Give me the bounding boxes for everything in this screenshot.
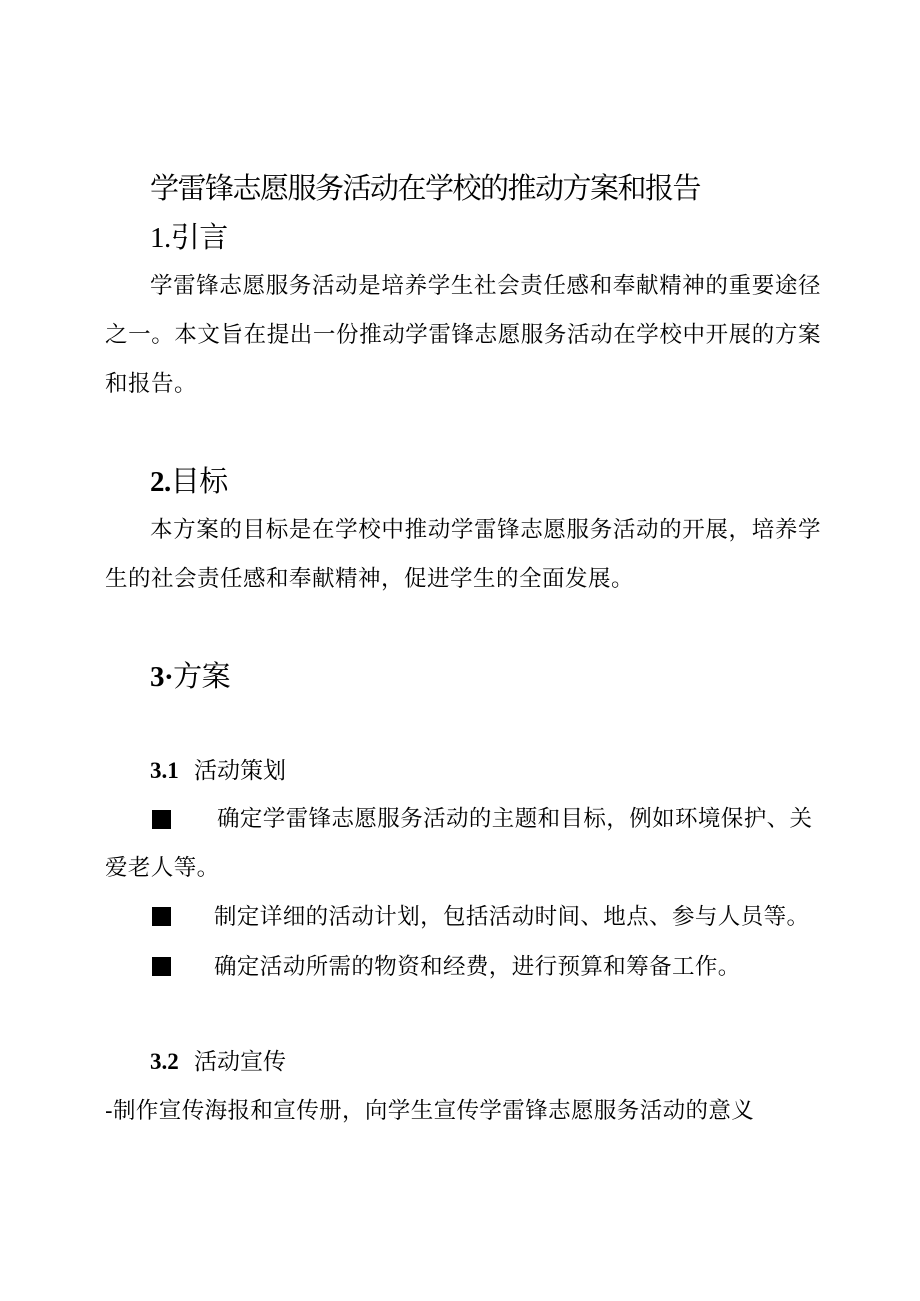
bullet-item-1-line-1: 确定学雷锋志愿服务活动的主题和目标，例如环境保护、关 <box>217 806 813 832</box>
introduction-paragraph: 学雷锋志愿服务活动是培养学生社会责任感和奉献精神的重要途径之一。本文旨在提出一份推动学雷锋志愿服务活动在学校中开展的方案和报告。 <box>105 273 821 397</box>
square-bullet-icon <box>152 907 171 926</box>
section-number: 3· <box>150 661 174 693</box>
bullet-item-3: 确定活动所需的物资和经费，进行预算和筹备工作。 <box>214 954 741 980</box>
goals-paragraph: 本方案的目标是在学校中推动学雷锋志愿服务活动的开展，培养学生的社会责任感和奉献精神，促进学生的全面发展。 <box>105 517 821 592</box>
section-heading-introduction <box>150 217 228 258</box>
section-title: 方案 <box>173 659 231 693</box>
section-title: 目标 <box>170 464 228 498</box>
section-heading-goals <box>150 461 228 502</box>
subsection-heading-activity-promotion <box>150 1046 286 1078</box>
section-number: 1. <box>150 222 171 254</box>
subsection-number: 3.2 <box>150 1049 179 1074</box>
bullet-item-1-line-2: 爱老人等。 <box>105 855 220 881</box>
document-title: 学雷锋志愿服务活动在学校的推动方案和报告 <box>150 171 701 205</box>
square-bullet-icon <box>152 957 171 976</box>
subsection-heading-activity-planning <box>150 755 286 787</box>
section-title: 引言 <box>170 220 228 254</box>
promotion-dash-item: -制作宣传海报和宣传册，向学生宣传学雷锋志愿服务活动的意义 <box>105 1098 755 1124</box>
subsection-title: 活动策划 <box>194 758 286 784</box>
section-number: 2. <box>150 466 171 498</box>
subsection-number: 3.1 <box>150 758 179 783</box>
subsection-title: 活动宣传 <box>194 1049 286 1075</box>
section-heading-plan <box>150 656 230 697</box>
bullet-item-2: 制定详细的活动计划，包括活动时间、地点、参与人员等。 <box>214 904 810 930</box>
square-bullet-icon <box>152 810 171 829</box>
